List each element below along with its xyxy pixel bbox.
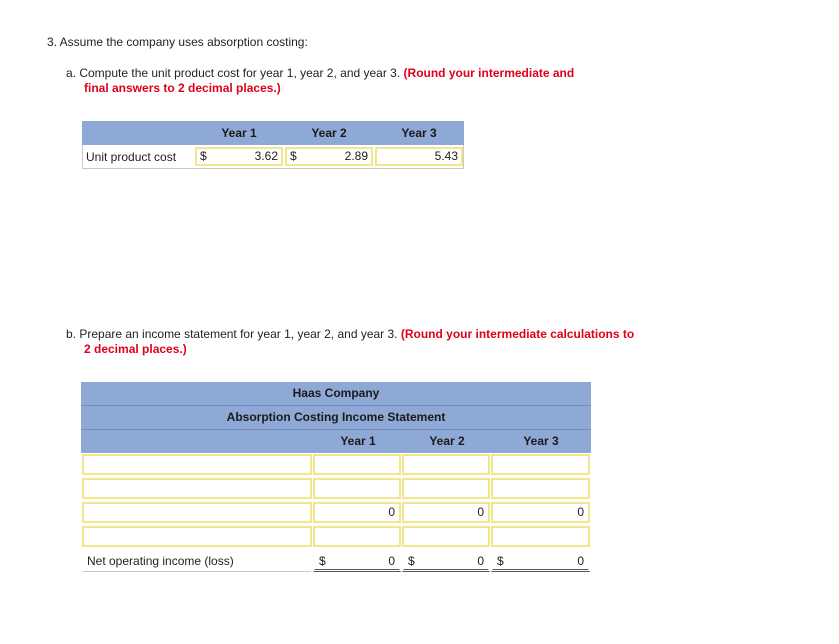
net-income-year-2 <box>402 551 490 572</box>
row-3-year-3-value <box>491 502 590 523</box>
row-1-year-1-input[interactable] <box>313 454 401 475</box>
currency-symbol: $ <box>290 149 297 163</box>
header-year-1: Year 1 <box>221 126 257 140</box>
part-a-rounding-note: (Round your intermediate and <box>403 66 575 80</box>
company-name: Haas Company <box>81 382 591 405</box>
cell-value: 0 <box>477 505 484 519</box>
unit-cost-year-1-input[interactable] <box>195 147 283 166</box>
cell-value: 0 <box>477 554 484 568</box>
header-year-3: Year 3 <box>523 434 559 448</box>
row-2-year-2-input[interactable] <box>402 478 490 499</box>
row-3-year-2-value <box>402 502 490 523</box>
part-b-rounding-note-line2: 2 decimal places.) <box>84 342 187 356</box>
column-divider <box>490 430 491 453</box>
row-4-year-3-input[interactable] <box>491 526 590 547</box>
part-b-text: b. Prepare an income statement for year 1, year 2, and year 3. <box>66 327 398 341</box>
header-year-1: Year 1 <box>340 434 376 448</box>
row-1-label-input[interactable] <box>82 454 312 475</box>
net-income-year-1 <box>313 551 401 572</box>
row-2-year-1-input[interactable] <box>313 478 401 499</box>
column-divider <box>401 430 402 453</box>
income-statement-table <box>81 382 591 578</box>
row-1-year-3-input[interactable] <box>491 454 590 475</box>
cell-value: 0 <box>577 505 584 519</box>
unit-product-cost-table <box>82 121 464 169</box>
unit-cost-year-2-value: 2.89 <box>344 149 368 163</box>
unit-cost-year-1-value: 3.62 <box>254 149 278 163</box>
unit-cost-year-3-value: 5.43 <box>434 149 458 163</box>
header-year-2: Year 2 <box>311 126 347 140</box>
part-a-text: a. Compute the unit product cost for year 1, year 2, and year 3. <box>66 66 401 80</box>
row-2-year-3-input[interactable] <box>491 478 590 499</box>
row-3-label-input[interactable] <box>82 502 312 523</box>
unit-cost-year-3-input[interactable] <box>375 147 463 166</box>
row-4-year-2-input[interactable] <box>402 526 490 547</box>
row-3-year-1-value <box>313 502 401 523</box>
row-2-label-input[interactable] <box>82 478 312 499</box>
cell-value: 0 <box>577 554 584 568</box>
currency-symbol: $ <box>200 149 207 163</box>
cell-value: 0 <box>388 505 395 519</box>
column-header-row <box>81 430 591 453</box>
net-income-year-3 <box>491 551 590 572</box>
part-b-rounding-note: (Round your intermediate calculations to <box>400 327 635 341</box>
net-operating-income-label <box>82 551 312 572</box>
table-header-row <box>82 121 464 145</box>
statement-title: Absorption Costing Income Statement <box>81 406 591 429</box>
column-divider <box>312 430 313 453</box>
row-label: Net operating income (loss) <box>87 554 234 568</box>
part-a-rounding-note-line2: final answers to 2 decimal places.) <box>84 81 281 95</box>
header-year-2: Year 2 <box>429 434 465 448</box>
row-4-label-input[interactable] <box>82 526 312 547</box>
currency-symbol: $ <box>408 554 415 568</box>
currency-symbol: $ <box>319 554 326 568</box>
part-a-instruction <box>66 65 706 81</box>
part-b-instruction <box>66 326 706 342</box>
header-year-3: Year 3 <box>401 126 437 140</box>
row-label-unit-product-cost: Unit product cost <box>86 150 177 164</box>
cell-value: 0 <box>388 554 395 568</box>
currency-symbol: $ <box>497 554 504 568</box>
unit-cost-year-2-input[interactable] <box>285 147 373 166</box>
question-heading: 3. Assume the company uses absorption costing: <box>47 35 308 49</box>
row-4-year-1-input[interactable] <box>313 526 401 547</box>
row-1-year-2-input[interactable] <box>402 454 490 475</box>
